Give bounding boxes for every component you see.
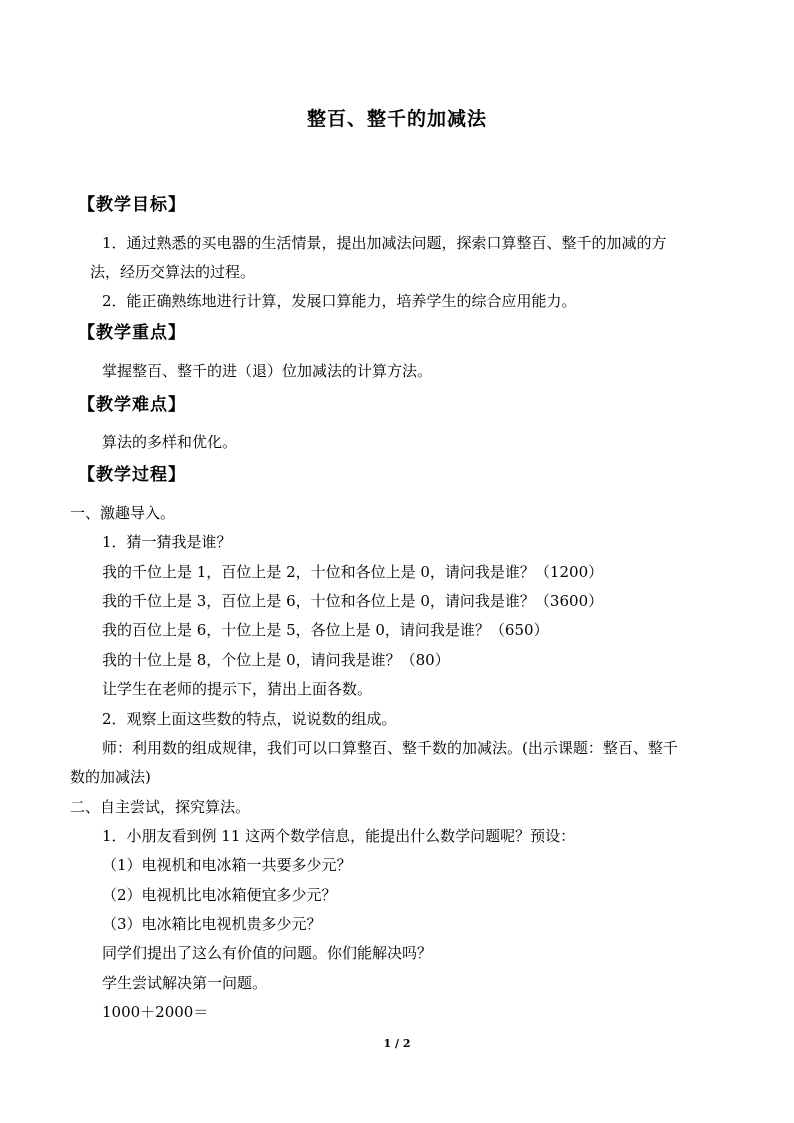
section-heading-difficulties: 【教学难点】 bbox=[78, 395, 186, 415]
process-part-2-heading: 二、自主尝试，探究算法。 bbox=[70, 798, 251, 816]
riddle-2: 我的千位上是 3，百位上是 6，十位和各位上是 0，请问我是谁？（3600） bbox=[102, 592, 604, 610]
key-points-text: 掌握整百、整千的进（退）位加减法的计算方法。 bbox=[102, 362, 433, 380]
goal-item-1-line-2: 法，经历交算法的过程。 bbox=[90, 263, 256, 281]
process-part-1-item-2: 2．观察上面这些数的特点，说说数的组成。 bbox=[102, 710, 397, 728]
teacher-line-1: 师：利用数的组成规律，我们可以口算整百、整千数的加减法。(出示课题：整百、整千 bbox=[102, 739, 678, 757]
riddle-3: 我的百位上是 6，十位上是 5，各位上是 0，请问我是谁？（650） bbox=[102, 621, 549, 639]
riddle-1: 我的千位上是 1，百位上是 2，十位和各位上是 0，请问我是谁？（1200） bbox=[102, 563, 604, 581]
section-heading-key-points: 【教学重点】 bbox=[78, 323, 186, 343]
guess-note: 让学生在老师的提示下，猜出上面各数。 bbox=[102, 680, 373, 698]
question-2: （2）电视机比电冰箱便宜多少元？ bbox=[102, 886, 337, 904]
goal-item-1-line-1: 1．通过熟悉的买电器的生活情景，提出加减法问题，探索口算整百、整千的加减的方 bbox=[102, 234, 667, 252]
process-part-2-item-1: 1．小朋友看到例 11 这两个数学信息，能提出什么数学问题呢？预设： bbox=[102, 827, 576, 845]
goal-item-2: 2．能正确熟练地进行计算，发展口算能力，培养学生的综合应用能力。 bbox=[102, 292, 577, 310]
document-title: 整百、整千的加减法 bbox=[306, 108, 487, 130]
process-part-1-item-1: 1．猜一猜我是谁？ bbox=[102, 533, 232, 551]
attempt-text: 学生尝试解决第一问题。 bbox=[102, 974, 268, 992]
difficulties-text: 算法的多样和优化。 bbox=[102, 433, 238, 451]
page-number: 1 / 2 bbox=[383, 1037, 411, 1050]
section-heading-goals: 【教学目标】 bbox=[78, 195, 186, 215]
riddle-4: 我的十位上是 8，个位上是 0，请问我是谁？（80） bbox=[102, 651, 450, 669]
question-3: （3）电冰箱比电视机贵多少元？ bbox=[102, 915, 322, 933]
valuable-questions-text: 同学们提出了这么有价值的问题。你们能解决吗？ bbox=[102, 944, 433, 962]
teacher-line-2: 数的加减法) bbox=[70, 768, 151, 786]
section-heading-process: 【教学过程】 bbox=[78, 465, 186, 485]
question-1: （1）电视机和电冰箱一共要多少元？ bbox=[102, 856, 352, 874]
process-part-1-heading: 一、激趣导入。 bbox=[70, 504, 176, 522]
equation-text: 1000＋2000＝ bbox=[102, 1003, 209, 1021]
